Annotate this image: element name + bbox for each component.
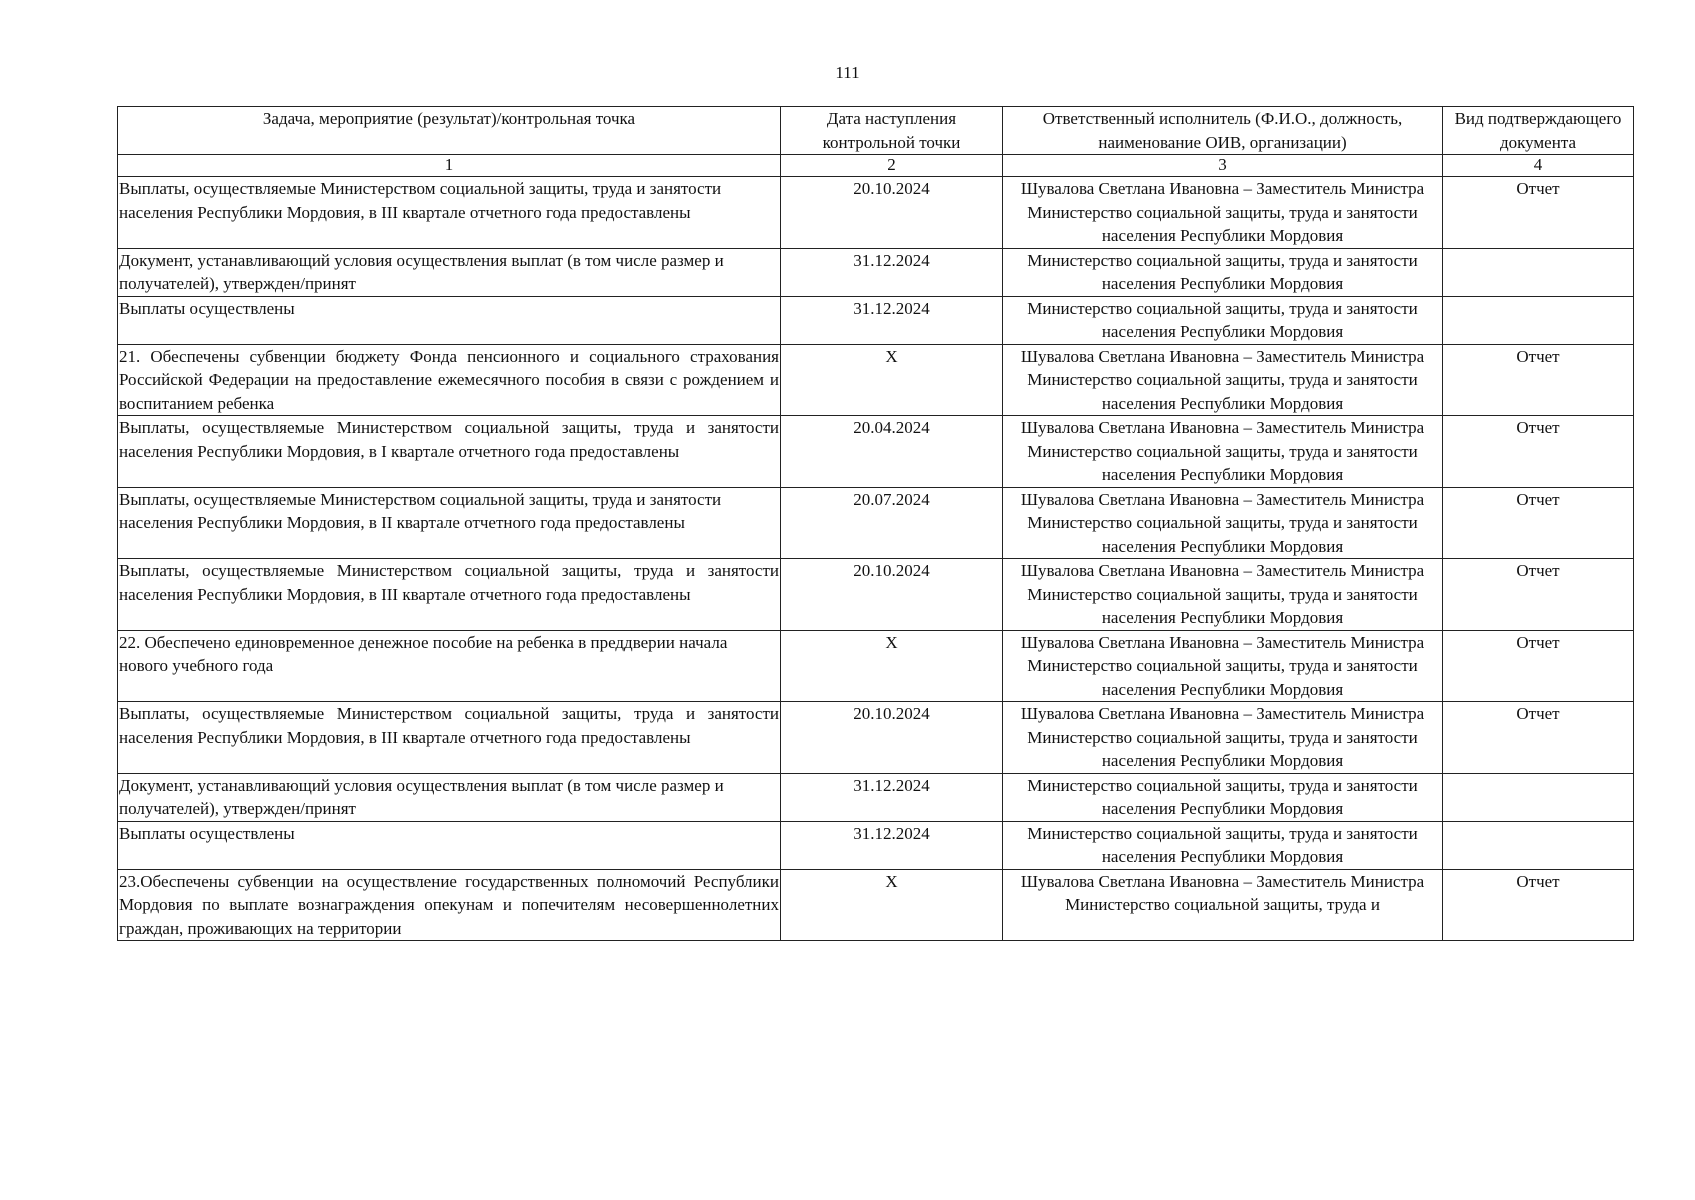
date-cell: Х: [781, 630, 1003, 702]
responsible-line: Министерство социальной защиты, труда и занятости населения Республики Мордовия: [1027, 823, 1418, 866]
responsible-line: Министерство социальной защиты, труда и занятости населения Республики Мордовия: [1027, 775, 1418, 818]
responsible-line: Шувалова Светлана Ивановна – Заместитель Министра: [1020, 418, 1425, 437]
table-row: [118, 821, 1634, 869]
responsible-line: Шувалова Светлана Ивановна – Заместитель Министра: [1020, 632, 1425, 652]
table-row: [118, 248, 1634, 296]
document-cell: Отчет: [1443, 630, 1634, 702]
column-number: 4: [1443, 155, 1634, 177]
document-cell: Отчет: [1443, 869, 1634, 940]
date-cell: 20.07.2024: [781, 487, 1003, 559]
table-row: [118, 773, 1634, 821]
task-text: 21. Обеспечены субвенции бюджету Фонда пенсионного и социального страхования Российской Федерации на предоставление ежемесячного пособия в связи с рождением и воспитанием ребенка: [119, 346, 779, 413]
task-text: Выплаты, осуществляемые Министерством социальной защиты, труда и занятости населения Республики Мордовия, в II квартале отчетного года предоставлены: [119, 489, 722, 532]
responsible-line: Шувалова Светлана Ивановна – Заместитель Министра: [1020, 871, 1425, 891]
task-cell: [118, 177, 781, 249]
task-cell: [118, 773, 781, 821]
task-text: Документ, устанавливающий условия осуществления выплат (в том числе размер и получателей), утвержден/принят: [119, 250, 724, 293]
table-row: [118, 416, 1634, 488]
responsible-line: Министерство социальной защиты, труда и: [1065, 895, 1380, 914]
responsible-line: Министерство социальной защиты, труда и занятости населения Республики Мордовия: [1027, 298, 1418, 341]
date-cell: 20.10.2024: [781, 177, 1003, 249]
responsible-line: Министерство социальной защиты, труда и занятости населения Республики Мордовия: [1027, 727, 1418, 770]
document-cell: [1443, 296, 1634, 344]
responsible-cell: [1003, 248, 1443, 296]
document-cell: [1443, 821, 1634, 869]
responsible-cell: [1003, 344, 1443, 416]
document-cell: Отчет: [1443, 416, 1634, 488]
task-cell: [118, 821, 781, 869]
table-row: [118, 177, 1634, 249]
task-text: Выплаты, осуществляемые Министерством социальной защиты, труда и занятости населения Республики Мордовия, в III квартале отчетного года предоставлены: [119, 179, 722, 222]
task-cell: [118, 248, 781, 296]
table-row: [118, 487, 1634, 559]
task-text: 22. Обеспечено единовременное денежное пособие на ребенка в преддверии начала нового учебного года: [119, 632, 728, 675]
responsible-line: Шувалова Светлана Ивановна – Заместитель Министра: [1020, 346, 1425, 366]
header-date: Дата наступления контрольной точки: [781, 107, 1003, 155]
document-cell: Отчет: [1443, 559, 1634, 631]
responsible-cell: [1003, 821, 1443, 869]
responsible-cell: [1003, 177, 1443, 249]
column-number: 3: [1003, 155, 1443, 177]
date-cell: 31.12.2024: [781, 773, 1003, 821]
header-task: Задача, мероприятие (результат)/контрольная точка: [118, 107, 781, 155]
column-number-row: [118, 155, 1634, 177]
task-text: Документ, устанавливающий условия осуществления выплат (в том числе размер и получателей), утвержден/принят: [119, 775, 724, 818]
responsible-line: Шувалова Светлана Ивановна – Заместитель Министра: [1020, 561, 1425, 580]
responsible-cell: [1003, 559, 1443, 631]
responsible-cell: [1003, 296, 1443, 344]
page-number: 111: [835, 63, 860, 82]
date-cell: Х: [781, 344, 1003, 416]
task-cell: [118, 702, 781, 774]
date-cell: 20.10.2024: [781, 559, 1003, 631]
task-text: Выплаты осуществлены: [119, 823, 295, 843]
table-row: [118, 559, 1634, 631]
task-cell: [118, 869, 781, 940]
responsible-cell: [1003, 869, 1443, 940]
task-text: Выплаты, осуществляемые Министерством социальной защиты, труда и занятости населения Республики Мордовия, в III квартале отчетного года предоставлены: [119, 561, 779, 604]
date-cell: Х: [781, 869, 1003, 940]
responsible-line: Министерство социальной защиты, труда и занятости населения Республики Мордовия: [1027, 441, 1418, 484]
date-cell: 31.12.2024: [781, 296, 1003, 344]
document-cell: Отчет: [1443, 177, 1634, 249]
table-row: [118, 702, 1634, 774]
table-row: [118, 869, 1634, 940]
task-text: 23.Обеспечены субвенции на осуществление государственных полномочий Республики Мордовия по выплате вознаграждения опекунам и попечителям несовершеннолетних граждан, проживающих на территории: [119, 871, 779, 938]
table-row: [118, 630, 1634, 702]
task-text: Выплаты, осуществляемые Министерством социальной защиты, труда и занятости населения Республики Мордовия, в I квартале отчетного года предоставлены: [119, 418, 779, 461]
date-cell: 20.10.2024: [781, 702, 1003, 774]
responsible-line: Министерство социальной защиты, труда и занятости населения Республики Мордовия: [1027, 513, 1418, 556]
document-cell: [1443, 248, 1634, 296]
table-body: [118, 177, 1634, 941]
document-cell: Отчет: [1443, 702, 1634, 774]
control-points-table: [117, 106, 1634, 941]
task-cell: [118, 487, 781, 559]
responsible-cell: [1003, 702, 1443, 774]
document-cell: Отчет: [1443, 344, 1634, 416]
date-cell: 20.04.2024: [781, 416, 1003, 488]
task-cell: [118, 416, 781, 488]
task-cell: [118, 630, 781, 702]
responsible-cell: [1003, 630, 1443, 702]
table-header-row: [118, 107, 1634, 155]
responsible-cell: [1003, 487, 1443, 559]
column-number: 1: [118, 155, 781, 177]
task-cell: [118, 296, 781, 344]
responsible-line: Министерство социальной защиты, труда и занятости населения Республики Мордовия: [1027, 584, 1418, 627]
document-cell: [1443, 773, 1634, 821]
date-cell: 31.12.2024: [781, 248, 1003, 296]
responsible-line: Министерство социальной защиты, труда и занятости населения Республики Мордовия: [1027, 656, 1418, 699]
task-text: Выплаты осуществлены: [119, 298, 295, 318]
responsible-line: Шувалова Светлана Ивановна – Заместитель Министра: [1020, 179, 1425, 198]
responsible-cell: [1003, 773, 1443, 821]
responsible-cell: [1003, 416, 1443, 488]
date-cell: 31.12.2024: [781, 821, 1003, 869]
responsible-line: Министерство социальной защиты, труда и занятости населения Республики Мордовия: [1027, 370, 1418, 413]
document-cell: Отчет: [1443, 487, 1634, 559]
table-row: [118, 296, 1634, 344]
header-responsible: Ответственный исполнитель (Ф.И.О., должность, наименование ОИВ, организации): [1003, 107, 1443, 155]
responsible-line: Министерство социальной защиты, труда и занятости населения Республики Мордовия: [1027, 250, 1418, 293]
responsible-line: Шувалова Светлана Ивановна – Заместитель Министра: [1020, 704, 1425, 723]
task-cell: [118, 559, 781, 631]
task-text: Выплаты, осуществляемые Министерством социальной защиты, труда и занятости населения Республики Мордовия, в III квартале отчетного года предоставлены: [119, 704, 779, 747]
responsible-line: Шувалова Светлана Ивановна – Заместитель Министра: [1020, 489, 1425, 509]
task-cell: [118, 344, 781, 416]
responsible-line: Министерство социальной защиты, труда и занятости населения Республики Мордовия: [1027, 202, 1418, 245]
table-row: [118, 344, 1634, 416]
column-number: 2: [781, 155, 1003, 177]
header-document: Вид подтверждающего документа: [1443, 107, 1634, 155]
